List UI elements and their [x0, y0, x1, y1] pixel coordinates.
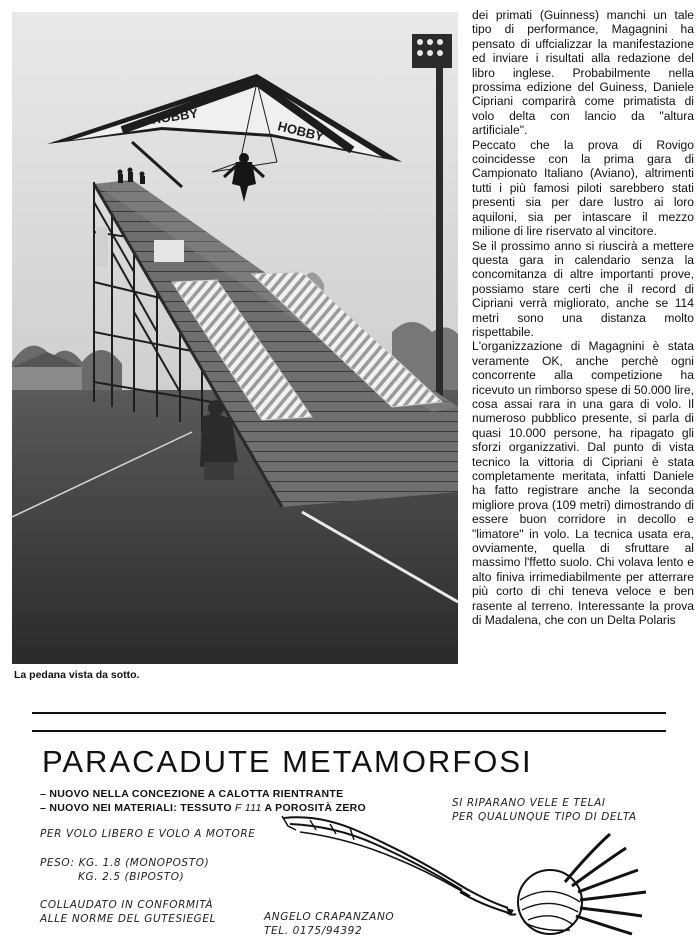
- ad-contact-name: ANGELO CRAPANZANO: [264, 911, 395, 923]
- ad-bullet: – NUOVO NELLA CONCEZIONE A CALOTTA RIENTRANTE: [40, 788, 344, 800]
- ad-repair-line1: SI RIPARANO VELE E TELAI: [452, 797, 606, 809]
- ad-bullets: [40, 788, 366, 815]
- ad-bullet-text: – NUOVO NEI MATERIALI: TESSUTO: [40, 801, 236, 814]
- ad-contact-tel: TEL. 0175/94392: [264, 925, 363, 937]
- ad-cert-line2: ALLE NORME DEL GUTESIEGEL: [40, 913, 217, 925]
- ad-weight-bi: KG. 2.5 (BIPOSTO): [78, 871, 185, 883]
- ad-title: PARACADUTE METAMORFOSI: [42, 744, 533, 779]
- hang-glider-ramp-photo: [12, 12, 458, 664]
- article-paragraph: L'organizzazione di Magagnini è stata veramente OK, anche perchè ogni concorrente alla competizione ha ricevuto un rimborso spese di 50.000 lire, cosa assai rara in una gara di volo. Il numeroso pubblico presente, si parla di quasi 10.000 persone, ha ripagato gli sforzi organizzativi. Dal punto di vista tecnico la vittoria di Cipriani è stata completamente meritata, infatti Daniele ha fatto registrare anche la seconda migliore prova (109 metri) dimostrando di essere buon corridore in decollo e "limatore" in volo. La tecnica usata era, ovviamente, quella di sfruttare al massimo l'ffetto suolo. Chi volava lento e alto finiva irrimediabilmente per atterrare più corto di chi teneva veloce e ben rasente al terreno. Interessante la prova di Madalena, che con un Delta Polaris: [472, 339, 694, 628]
- paracadute-advertisement: [32, 730, 666, 937]
- sail-lettering: HOBBY: [150, 105, 199, 127]
- article-paragraph: Peccato che la prova di Rovigo coincidesse con la prima gara di Campionato Italiano (Aviano), altrimenti tutti i più famosi piloti sarebbero stati presenti sia per dare lustro ai loro aquiloni, sia per intascare il mezzo milione di lire riservato al vincitore.: [472, 137, 694, 239]
- article-paragraph: dei primati (Guinness) manchi un tale tipo di performance, Magagnini ha pensato di uffcializzar la manifestazione ed inviare i risultati alla redazione del libro inglese. Probabilmente nella prossima edizione del Guiness, Daniele Cipriani comparirà come primatista di volo delta con lancio da "altura artificiale".: [472, 8, 694, 138]
- photo-illustration: [12, 12, 458, 664]
- article-paragraph: Se il prossimo anno si riuscirà a mettere questa gara in calendario senza la concomitanza di altre importanti prove, possiamo stare certi che il record di Cipriani verrà migliorato, anche se 114 metri sono una distanza molto rispettabile.: [472, 238, 694, 339]
- ad-repair-line2: PER QUALUNQUE TIPO DI DELTA: [452, 811, 637, 823]
- ad-bullet-text: A POROSITÀ ZERO: [261, 801, 366, 814]
- ad-usage: PER VOLO LIBERO E VOLO A MOTORE: [40, 828, 256, 840]
- sail-lettering-right: HOBBY: [276, 118, 326, 145]
- photo-caption: La pedana vista da sotto.: [14, 669, 140, 681]
- article-column: [472, 8, 694, 627]
- section-divider: [32, 712, 666, 714]
- ad-weight-mono: PESO: KG. 1.8 (MONOPOSTO): [40, 857, 210, 869]
- fabric-code: F 111: [235, 801, 262, 814]
- ad-cert-line1: COLLAUDATO IN CONFORMITÀ: [40, 899, 214, 911]
- bird-parachute-icon: [280, 812, 660, 937]
